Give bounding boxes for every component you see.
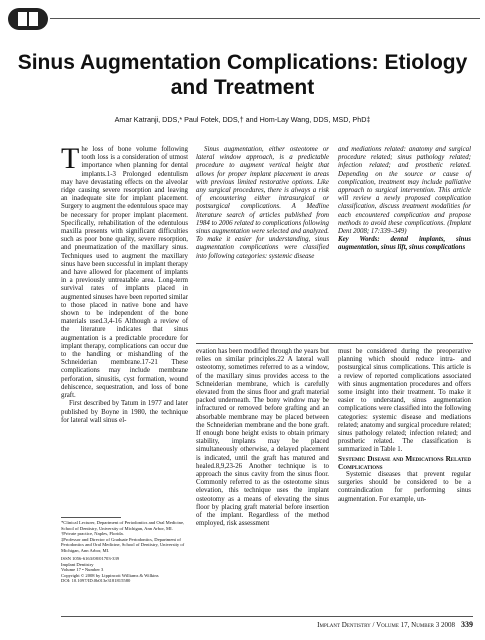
journal-line: Implant Dentistry bbox=[61, 561, 94, 567]
abstract-text-part2: and mediations related: anatomy and surgical procedure related; sinus pathology related; infection related; and prosthetic related. Depending on the source or cause of complication, treatment may include palliative approach to surgical intervention. This article will review a newly proposed complication classification, discuss treatment modalities for each encountered complication and propose methods to avoid these complications. (Implant Dent 2008; 17:339–349) bbox=[338, 146, 471, 236]
body-column-1 bbox=[61, 142, 188, 425]
body-paragraph: Systemic diseases that prevent regular surgeries should be considered to be a contraindication for performing sinus augmentation. For example, un- bbox=[338, 471, 471, 503]
footnote: †Private practice, Naples, Florida. bbox=[61, 531, 124, 537]
volume-line: Volume 17 • Number 3 bbox=[61, 567, 104, 573]
journal-logo bbox=[8, 8, 48, 30]
body-paragraph: First described by Tatum in 1977 and later published by Boyne in 1980, the technique for lateral wall sinus el- bbox=[61, 400, 188, 424]
footnote: *Clinical Lecturer, Department of Periodontics and Oral Medicine, School of Dentistry, University of Michigan, Ann Arbor, MI. bbox=[61, 520, 185, 531]
body-column-3 bbox=[338, 348, 471, 504]
author-footnotes bbox=[61, 520, 188, 554]
author-line: Amar Katranji, DDS,* Paul Fotek, DDS,† and Hom-Lay Wang, DDS, MSD, PhD‡ bbox=[114, 115, 371, 124]
page-number: 339 bbox=[461, 620, 473, 629]
body-column-2 bbox=[196, 348, 329, 528]
abstract-text-part1: Sinus augmentation, either osteotome or lateral window approach, is a predictable procedure to augment vertical height that allows for proper implant placement in areas with previous limited restorative options. Like any surgical procedures, there is always a risk of encountering either intrasurgical or postsurgical complications. A Medline literature search of articles published from 1984 to 2006 related to complications following sinus augmentation were selected and analyzed. To make it easier for understanding, sinus augmentation complications were classified into following categories: systemic disease bbox=[196, 146, 329, 260]
footer-rule bbox=[61, 616, 473, 617]
copyright-line: Copyright © 2008 by Lippincott Williams & Wilkins bbox=[61, 572, 159, 578]
footnote-rule bbox=[61, 517, 121, 518]
abstract-column-1 bbox=[196, 146, 329, 261]
page-footer bbox=[196, 620, 473, 629]
body-paragraph: must be considered during the preoperative planning which should reduce intra- and postsurgical sinus complications. This article is a review of reported complications associated with sinus augmentation procedures and offers some insight into their treatment. To make it easier to understand, sinus augmentation complications were classified into the following categories: systemic disease and mediations related; anatomy and surgical procedure related; sinus pathology related; infection related; and prosthetic related. The classification is summarized in Table 1. bbox=[338, 348, 471, 454]
keywords: Key Words: dental implants, sinus augmentation, sinus lift, sinus complications bbox=[338, 236, 471, 252]
abstract-column-2 bbox=[338, 146, 471, 253]
header-rule bbox=[50, 18, 480, 19]
issn-line: ISSN 1056-6163/08/01703-339 bbox=[61, 556, 120, 561]
abstract-divider bbox=[196, 343, 473, 344]
body-paragraph: evation has been modified through the years but relies on similar principles.22 A lateral wall osteotomy, sometimes referred to as a window, of the maxillary sinus provides access to the Schneiderian membrane, which is carefully elevated from the sinus floor and graft material packed underneath. The bony window may be infractured or removed before grafting and an absorbable membrane may be placed between the Schneiderian membrane and the bone graft. If enough bone height exists to obtain primary stability, implants may be placed simultaneously otherwise, a delayed placement is indicated, until the graft has matured and healed.8,9,23-26 Another technique is to approach the sinus cavity from the sinus floor. Commonly referred to as the osteotome sinus elevation, this technique uses the implant osteotomy as a means of elevating the sinus floor by placing graft material before insertion of the implant. Regardless of the method employed, risk assessment bbox=[196, 348, 329, 528]
drop-cap: T bbox=[61, 142, 80, 175]
publication-info bbox=[61, 556, 188, 584]
footnote: ‡Professor and Director of Graduate Periodontics, Department of Periodontics and Oral Medicine, School of Dentistry, University of Michigan, Ann Arbor, MI. bbox=[61, 536, 185, 553]
intro-paragraph: he loss of bone volume following tooth loss is a consideration of utmost importance when planning for dental implants.1-3 Prolonged edentulism may have devastating effects on the alveolar ridge causing severe resorption and leaving an inadequate site for implant placement. Surgery to augment the edentulous space may be necessary for proper implant placement. Specifically, rehabilitation of the edentulous maxilla presents with significant difficulties such as poor bone quality, severe resorption, and pneumatization of the maxillary sinus. Techniques used to augment the maxillary sinus have been successful in implant therapy and have allowed for placement of implants in a previously untreatable area. Long-term survival rates of implants placed in augmented sinuses have been reported similar to those placed in native bone and have shown to be independent of the bone materials used.3,4-16 Although a review of the literature indicates that sinus augmentation is a predictable procedure for implant therapy, complications can occur due to the handling or mishandling of the Schneiderian membrane.17-21 These complications may include membrane perforation, sinusitis, cyst formation, wound dehiscence, sequestration, and loss of bone graft. bbox=[61, 146, 188, 400]
doi-line: DOI: 10.1097/ID.0b013e3181815580 bbox=[61, 578, 131, 584]
footer-journal: Implant Dentistry / Volume 17, Number 3 2008 bbox=[317, 621, 455, 629]
section-heading: Systemic Disease and Medications Related Complications bbox=[338, 454, 471, 471]
article-title: Sinus Augmentation Complications: Etiology and Treatment bbox=[17, 51, 468, 99]
